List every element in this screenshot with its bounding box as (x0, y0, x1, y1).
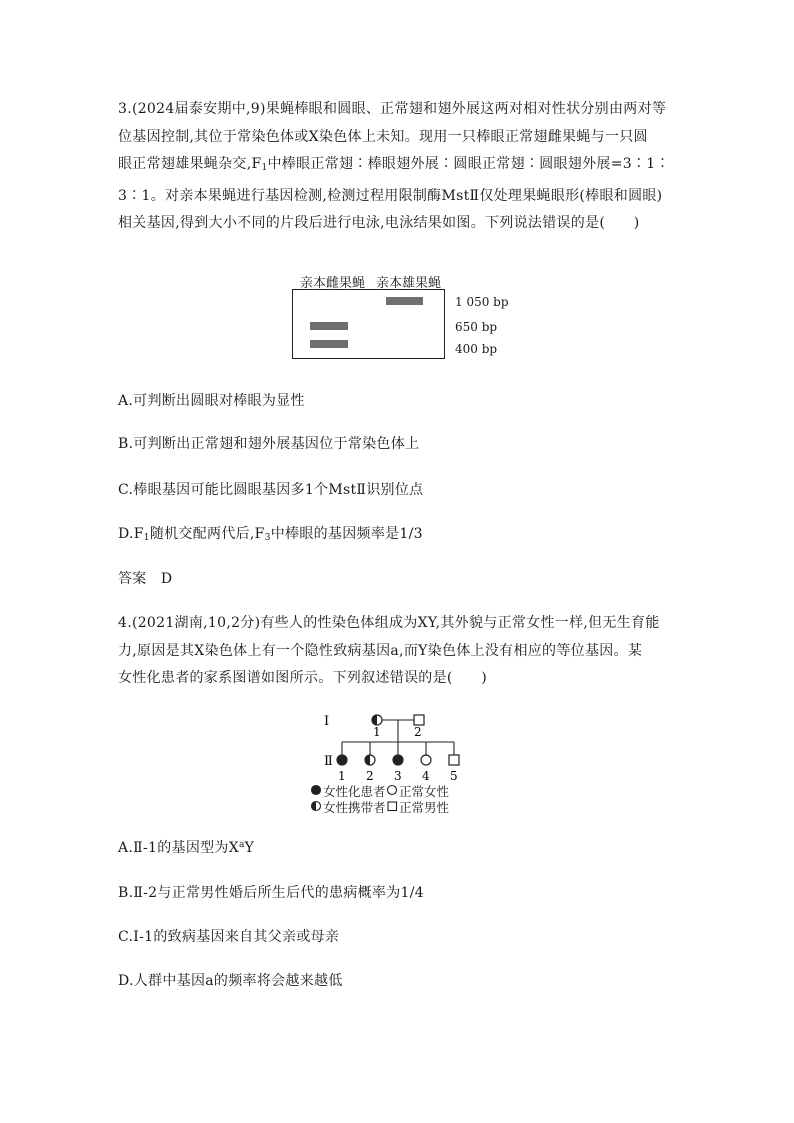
q4-line-3: 女性化患者的家系图谱如图所示。下列叙述错误的是( ) (118, 670, 488, 686)
affected-female-1 (337, 755, 347, 765)
q3-option-b: B.可判断出正常翅和翅外展基因位于常染色体上 (118, 436, 420, 452)
normal-female-4 (421, 755, 431, 765)
legend-normal-male: 正常男性 (399, 800, 450, 815)
q4-option-a: A.Ⅱ-1的基因型为$X^aY$ (118, 840, 255, 856)
legend-carrier-female: 女性携带者 (323, 800, 386, 815)
gen-2-number-3: 3 (394, 769, 402, 783)
q4-option-c: C.Ⅰ-1的致病基因来自其父亲或母亲 (118, 929, 340, 945)
gen-1-label: Ⅰ (324, 714, 330, 729)
gen-1-number-2: 2 (414, 725, 422, 739)
q3-option-a: A.可判断出圆眼对棒眼为显性 (118, 393, 305, 409)
lane-label-male: 亲本雄果蝇 (376, 276, 442, 291)
q3-line-3: 眼正常翅雄果蝇杂交$,F_1$中棒眼正常翅∶棒眼翅外展∶圆眼正常翅∶圆眼翅外展=3∶1∶ (118, 156, 670, 173)
legend-affected-female: 女性化患者 (323, 784, 386, 799)
q3-line-2: 位基因控制,其位于常染色体或X染色体上未知。现用一只棒眼正常翅雌果蝇与一只圆 (118, 128, 648, 145)
affected-female-3 (393, 755, 403, 765)
gen-2-label: Ⅱ (324, 754, 333, 769)
legend-normal-male-icon (388, 802, 397, 811)
band-female-400 (310, 340, 348, 348)
q3-line-5: 相关基因,得到大小不同的片段后进行电泳,电泳结果如图。下列说法错误的是( ) (118, 215, 640, 231)
gen-2-number-2: 2 (366, 769, 374, 783)
legend-carrier-female-icon (312, 802, 321, 811)
q4-line-1: 4.(2021湖南,10,2分)有些人的性染色体组成为XY,其外貌与正常女性一样,但无生育能 (118, 615, 660, 631)
normal-male-symbol (414, 715, 424, 725)
gel-box (292, 289, 445, 359)
q3-option-c: C.棒眼基因可能比圆眼基因多1个MstⅡ识别位点 (118, 482, 424, 498)
gen-1-number-1: 1 (373, 725, 381, 739)
gen-2-number-5: 5 (450, 769, 458, 783)
q4-option-b: B.Ⅱ-2与正常男性婚后所生后代的患病概率为1/4 (118, 885, 424, 901)
lane-label-female: 亲本雌果蝇 (300, 276, 366, 291)
gen-2-number-4: 4 (422, 769, 430, 783)
legend-normal-female: 正常女性 (399, 784, 450, 799)
question-3-stem (118, 96, 683, 238)
carrier-female-2 (365, 755, 375, 765)
normal-male-5 (449, 755, 459, 765)
gen-2-number-1: 1 (338, 769, 346, 783)
q3-option-d: $D.F_1$随机交配两代后$,F_3$中棒眼的基因频率是1/3 (118, 526, 423, 543)
carrier-female-symbol (372, 715, 382, 725)
q4-line-2: 力,原因是其X染色体上有一个隐性致病基因a,而Y染色体上没有相应的等位基因。某 (118, 642, 643, 659)
q3-answer: 答案 D (118, 571, 173, 587)
question-4-stem (118, 610, 683, 693)
q4-option-d: D.人群中基因a的频率将会越来越低 (118, 973, 343, 989)
band-female-650 (310, 322, 348, 330)
bp-label-650: 650 bp (455, 320, 498, 334)
legend-normal-female-icon (388, 786, 397, 795)
bp-label-1050: 1 050 bp (455, 295, 509, 309)
bp-label-400: 400 bp (455, 342, 498, 356)
legend-affected-female-icon (312, 786, 321, 795)
band-male-1050 (386, 297, 423, 305)
q3-line-4: 3∶1。对亲本果蝇进行基因检测,检测过程用限制酶MstⅡ仅处理果蝇眼形(棒眼和圆眼) (118, 187, 663, 204)
q3-line-1: 3.(2024届泰安期中,9)果蝇棒眼和圆眼、正常翅和翅外展这两对相对性状分别由两对等 (118, 101, 667, 117)
